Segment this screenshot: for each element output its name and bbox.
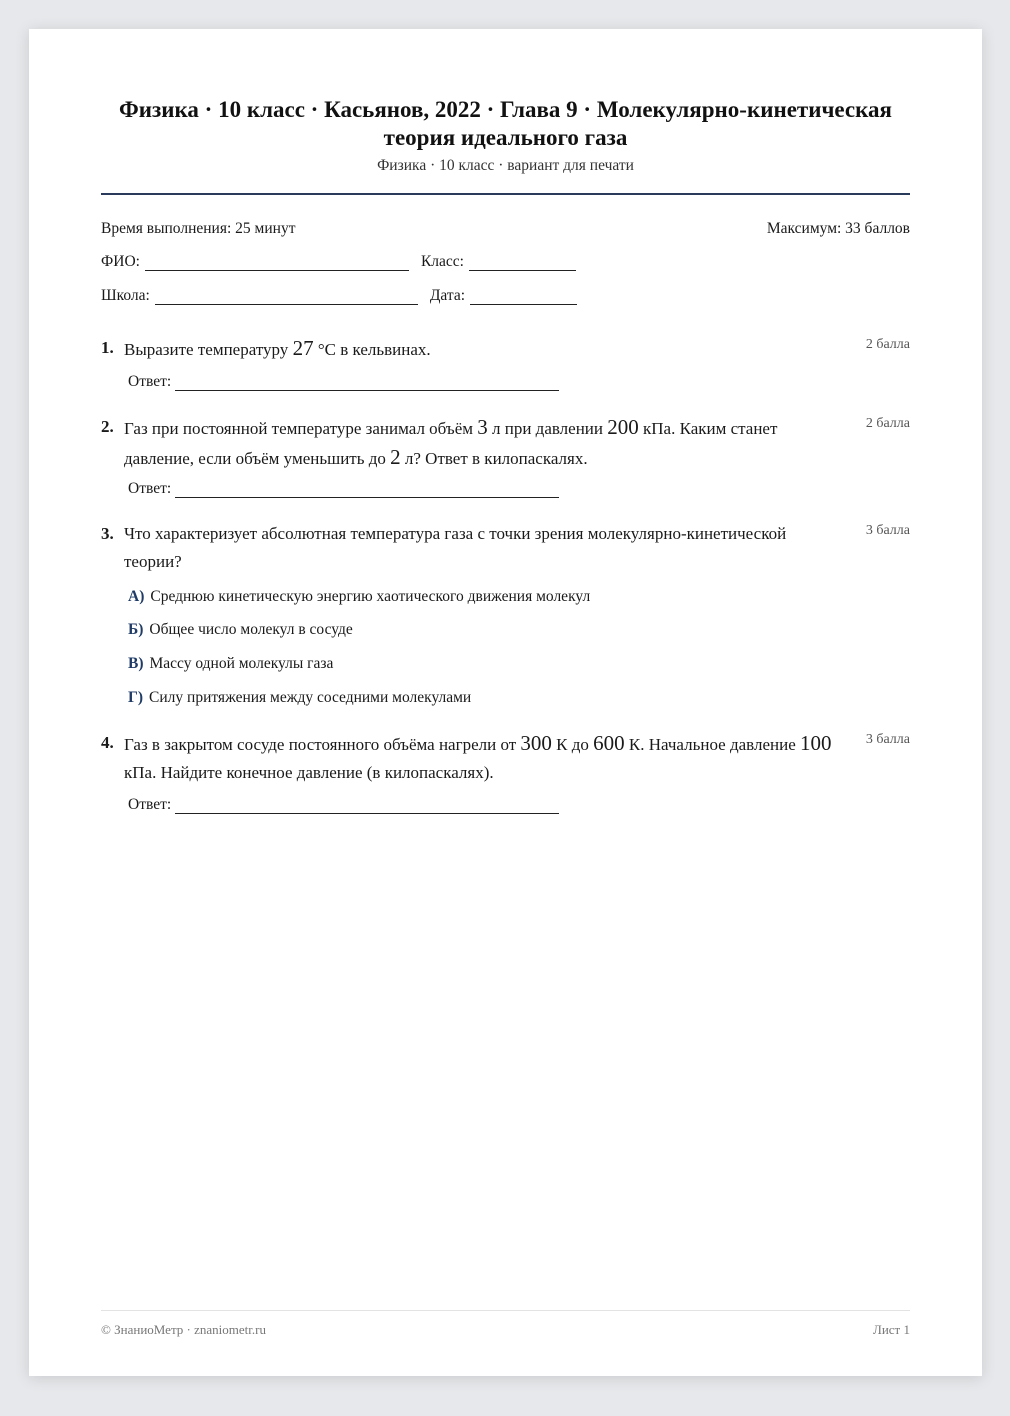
answer-label: Ответ: xyxy=(128,796,172,813)
question-text: Выразите температуру 27 °C в кельвинах. xyxy=(124,336,431,360)
question-number: 3. xyxy=(101,524,114,543)
class-input-line[interactable] xyxy=(469,252,576,271)
fio-label: ФИО: xyxy=(101,253,140,270)
answer-line[interactable] xyxy=(175,479,559,498)
question-text: Что характеризует абсолютная температура газа с точки зрения молекулярно-кинетической теории? xyxy=(124,524,787,571)
answer-row xyxy=(128,372,571,391)
date-label: Дата: xyxy=(429,287,466,304)
option-letter: Б) xyxy=(128,621,144,638)
class-label: Класс: xyxy=(420,253,464,270)
option-c[interactable] xyxy=(128,654,333,674)
footer-copyright: © ЗнаниоМетр · znaniometr.ru xyxy=(101,1322,266,1337)
fio-input-line[interactable] xyxy=(145,252,409,271)
question-number: 1. xyxy=(101,338,114,357)
name-class-row xyxy=(101,252,588,271)
answer-label: Ответ: xyxy=(128,373,172,390)
option-b[interactable] xyxy=(128,620,353,640)
answer-row xyxy=(128,795,571,814)
worksheet-page xyxy=(29,29,982,1376)
option-letter: Г) xyxy=(128,689,144,706)
question-text: Газ в закрытом сосуде постоянного объёма нагрели от 300 К до 600 К. Начальное давление 100 кПа. Найдите конечное давление (в килопаскалях). xyxy=(124,731,832,782)
school-date-row xyxy=(101,286,589,305)
option-text: Общее число молекул в сосуде xyxy=(149,621,353,638)
option-d[interactable] xyxy=(128,688,471,708)
max-score: Максимум: 33 баллов xyxy=(766,220,910,237)
option-text: Массу одной молекулы газа xyxy=(149,655,334,672)
page-subtitle: Физика · 10 класс · вариант для печати xyxy=(377,157,634,174)
question-number: 2. xyxy=(101,417,114,436)
question-points: 3 балла xyxy=(865,523,910,538)
page-number: Лист 1 xyxy=(873,1322,910,1337)
answer-line[interactable] xyxy=(175,372,559,391)
answer-label: Ответ: xyxy=(128,480,172,497)
page-title: Физика · 10 класс · Касьянов, 2022 · Глава 9 · Молекулярно-кинетическая теория идеального газа xyxy=(119,97,892,150)
option-text: Силу притяжения между соседними молекулами xyxy=(149,689,472,706)
answer-row xyxy=(128,479,571,498)
option-letter: А) xyxy=(128,588,145,605)
school-label: Школа: xyxy=(101,287,150,304)
option-letter: В) xyxy=(128,655,144,672)
question-points: 2 балла xyxy=(865,416,910,431)
school-input-line[interactable] xyxy=(155,286,418,305)
answer-line[interactable] xyxy=(175,795,559,814)
question-points: 2 балла xyxy=(865,337,910,352)
date-input-line[interactable] xyxy=(470,286,577,305)
time-limit: Время выполнения: 25 минут xyxy=(101,220,296,237)
option-a[interactable] xyxy=(128,587,590,607)
question-points: 3 балла xyxy=(865,732,910,747)
footer-divider xyxy=(101,1310,910,1311)
header-divider xyxy=(101,193,910,195)
option-text: Среднюю кинетическую энергию хаотического движения молекул xyxy=(150,588,591,605)
question-number: 4. xyxy=(101,733,114,752)
question-text: Газ при постоянной температуре занимал объём 3 л при давлении 200 кПа. Каким станет давление, если объём уменьшить до 2 л? Ответ в килопаскалях. xyxy=(124,415,778,469)
